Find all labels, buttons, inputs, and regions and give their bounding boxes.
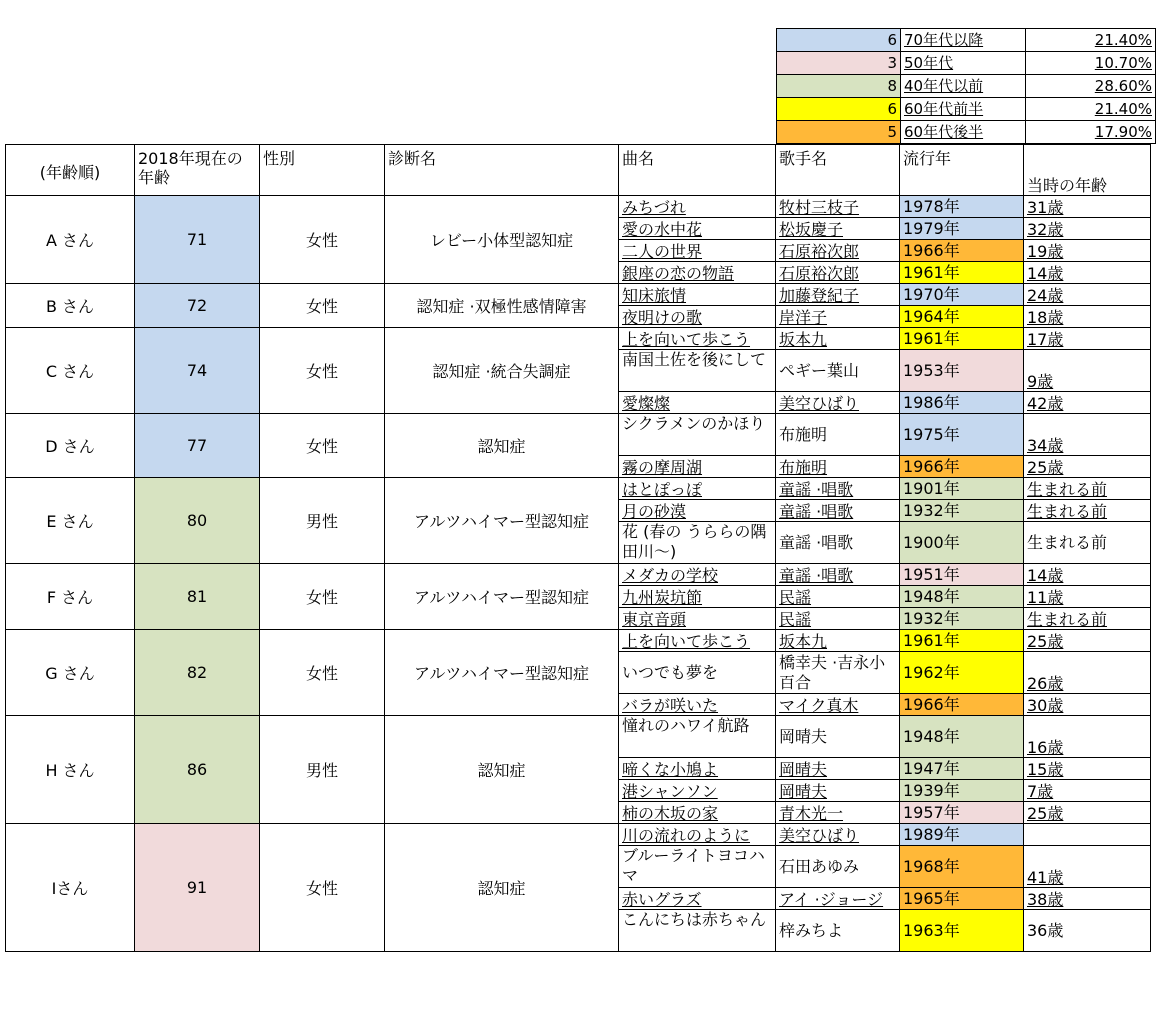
patient-age: 80 xyxy=(135,478,260,564)
legend-count: 6 xyxy=(777,29,901,52)
age-then: 30歳 xyxy=(1024,694,1151,716)
age-then: 生まれる前 xyxy=(1024,608,1151,630)
song-title: 柿の木坂の家 xyxy=(619,802,776,824)
age-then: 25歳 xyxy=(1024,630,1151,652)
song-year: 1978年 xyxy=(900,196,1024,218)
song-title: バラが咲いた xyxy=(619,694,776,716)
patient-name: G さん xyxy=(6,630,135,716)
header-year: 流行年 xyxy=(900,145,1024,196)
patient-diagnosis: レビー小体型認知症 xyxy=(385,196,619,284)
age-then: 38歳 xyxy=(1024,888,1151,910)
age-then: 16歳 xyxy=(1024,716,1151,758)
song-year: 1900年 xyxy=(900,522,1024,564)
table-row xyxy=(6,564,1151,586)
song-title: ブルーライトヨコハマ xyxy=(619,846,776,888)
patient-name: H さん xyxy=(6,716,135,824)
age-then: 25歳 xyxy=(1024,456,1151,478)
patient-diagnosis: 認知症 xyxy=(385,414,619,478)
song-title: 啼くな小鳩よ xyxy=(619,758,776,780)
singer-name: 石田あゆみ xyxy=(776,846,900,888)
legend-label: 60年代後半 xyxy=(901,121,1026,144)
age-then: 18歳 xyxy=(1024,306,1151,328)
song-title: 憧れのハワイ航路 xyxy=(619,716,776,758)
legend-percent: 17.90% xyxy=(1026,121,1156,144)
song-year: 1966年 xyxy=(900,694,1024,716)
age-then xyxy=(1024,824,1151,846)
header-song: 曲名 xyxy=(619,145,776,196)
age-then: 42歳 xyxy=(1024,392,1151,414)
song-year: 1986年 xyxy=(900,392,1024,414)
singer-name: マイク真木 xyxy=(776,694,900,716)
patient-diagnosis: 認知症 xyxy=(385,716,619,824)
legend-count: 3 xyxy=(777,52,901,75)
singer-name: 松坂慶子 xyxy=(776,218,900,240)
singer-name: 岡晴夫 xyxy=(776,716,900,758)
legend-percent: 21.40% xyxy=(1026,29,1156,52)
age-then: 32歳 xyxy=(1024,218,1151,240)
song-year: 1932年 xyxy=(900,500,1024,522)
legend-count: 5 xyxy=(777,121,901,144)
singer-name: 童謡 ·唱歌 xyxy=(776,564,900,586)
song-year: 1951年 xyxy=(900,564,1024,586)
age-then: 24歳 xyxy=(1024,284,1151,306)
age-then: 14歳 xyxy=(1024,564,1151,586)
song-year: 1953年 xyxy=(900,350,1024,392)
legend-row xyxy=(777,75,1156,98)
song-year: 1948年 xyxy=(900,716,1024,758)
patient-diagnosis: アルツハイマー型認知症 xyxy=(385,564,619,630)
song-title: 川の流れのように xyxy=(619,824,776,846)
legend-row xyxy=(777,98,1156,121)
song-title: メダカの学校 xyxy=(619,564,776,586)
singer-name: ペギー葉山 xyxy=(776,350,900,392)
song-year: 1947年 xyxy=(900,758,1024,780)
table-row xyxy=(6,328,1151,350)
patient-age: 82 xyxy=(135,630,260,716)
song-year: 1961年 xyxy=(900,262,1024,284)
patient-diagnosis: アルツハイマー型認知症 xyxy=(385,630,619,716)
header-singer: 歌手名 xyxy=(776,145,900,196)
song-title: 夜明けの歌 xyxy=(619,306,776,328)
patient-diagnosis: 認知症 ·双極性感情障害 xyxy=(385,284,619,328)
song-title: 港シャンソン xyxy=(619,780,776,802)
patient-name: A さん xyxy=(6,196,135,284)
song-title: 二人の世界 xyxy=(619,240,776,262)
legend-percent: 28.60% xyxy=(1026,75,1156,98)
legend-percent: 10.70% xyxy=(1026,52,1156,75)
patient-name: D さん xyxy=(6,414,135,478)
age-then: 9歳 xyxy=(1024,350,1151,392)
singer-name: 民謡 xyxy=(776,586,900,608)
song-title: こんにちは赤ちゃん xyxy=(619,910,776,952)
header-age-then: 当時の年齢 xyxy=(1024,145,1151,196)
song-title: 愛の水中花 xyxy=(619,218,776,240)
age-then: 14歳 xyxy=(1024,262,1151,284)
table-row xyxy=(6,824,1151,846)
age-then: 31歳 xyxy=(1024,196,1151,218)
age-then: 11歳 xyxy=(1024,586,1151,608)
singer-name: 布施明 xyxy=(776,456,900,478)
song-year: 1961年 xyxy=(900,630,1024,652)
song-year: 1939年 xyxy=(900,780,1024,802)
song-year: 1963年 xyxy=(900,910,1024,952)
patient-age: 86 xyxy=(135,716,260,824)
patient-gender: 男性 xyxy=(260,478,385,564)
song-title: はとぽっぽ xyxy=(619,478,776,500)
table-row xyxy=(6,478,1151,500)
song-year: 1962年 xyxy=(900,652,1024,694)
patient-song-table xyxy=(5,144,1151,952)
patient-gender: 女性 xyxy=(260,414,385,478)
legend-count: 8 xyxy=(777,75,901,98)
patient-diagnosis: 認知症 xyxy=(385,824,619,952)
song-title: 南国土佐を後にして xyxy=(619,350,776,392)
patient-name: E さん xyxy=(6,478,135,564)
header-age-2018: 2018年現在の年齢 xyxy=(135,145,260,196)
age-then: 19歳 xyxy=(1024,240,1151,262)
song-year: 1965年 xyxy=(900,888,1024,910)
song-year: 1932年 xyxy=(900,608,1024,630)
legend-table xyxy=(776,28,1156,144)
patient-age: 77 xyxy=(135,414,260,478)
song-title: 九州炭坑節 xyxy=(619,586,776,608)
song-title: 上を向いて歩こう xyxy=(619,328,776,350)
song-title: 霧の摩周湖 xyxy=(619,456,776,478)
age-then: 36歳 xyxy=(1024,910,1151,952)
singer-name: 布施明 xyxy=(776,414,900,456)
patient-age: 72 xyxy=(135,284,260,328)
patient-gender: 女性 xyxy=(260,196,385,284)
singer-name: 坂本九 xyxy=(776,328,900,350)
patient-gender: 女性 xyxy=(260,824,385,952)
song-year: 1975年 xyxy=(900,414,1024,456)
song-title: みちづれ xyxy=(619,196,776,218)
patient-age: 81 xyxy=(135,564,260,630)
age-then: 34歳 xyxy=(1024,414,1151,456)
singer-name: 橋幸夫 ·吉永小百合 xyxy=(776,652,900,694)
singer-name: 美空ひばり xyxy=(776,392,900,414)
patient-gender: 女性 xyxy=(260,284,385,328)
song-title: 東京音頭 xyxy=(619,608,776,630)
song-title: 花 (春の うららの隅田川～) xyxy=(619,522,776,564)
age-then: 41歳 xyxy=(1024,846,1151,888)
song-year: 1989年 xyxy=(900,824,1024,846)
singer-name: 岡晴夫 xyxy=(776,780,900,802)
table-row xyxy=(6,196,1151,218)
legend-label: 60年代前半 xyxy=(901,98,1026,121)
singer-name: 牧村三枝子 xyxy=(776,196,900,218)
song-year: 1966年 xyxy=(900,240,1024,262)
table-row xyxy=(6,414,1151,456)
legend-row xyxy=(777,29,1156,52)
patient-age: 74 xyxy=(135,328,260,414)
singer-name: 岸洋子 xyxy=(776,306,900,328)
header-row xyxy=(6,145,1151,196)
legend-label: 40年代以前 xyxy=(901,75,1026,98)
patient-age: 91 xyxy=(135,824,260,952)
singer-name: 梓みちよ xyxy=(776,910,900,952)
song-year: 1948年 xyxy=(900,586,1024,608)
song-year: 1979年 xyxy=(900,218,1024,240)
table-row xyxy=(6,630,1151,652)
table-row xyxy=(6,284,1151,306)
patient-diagnosis: 認知症 ·統合失調症 xyxy=(385,328,619,414)
patient-gender: 女性 xyxy=(260,630,385,716)
patient-gender: 女性 xyxy=(260,564,385,630)
patient-name: B さん xyxy=(6,284,135,328)
legend-row xyxy=(777,121,1156,144)
patient-gender: 女性 xyxy=(260,328,385,414)
patient-name: C さん xyxy=(6,328,135,414)
singer-name: 青木光一 xyxy=(776,802,900,824)
patient-diagnosis: アルツハイマー型認知症 xyxy=(385,478,619,564)
song-title: 赤いグラズ xyxy=(619,888,776,910)
age-then: 15歳 xyxy=(1024,758,1151,780)
header-diagnosis: 診断名 xyxy=(385,145,619,196)
age-then: 生まれる前 xyxy=(1024,500,1151,522)
age-then: 生まれる前 xyxy=(1024,478,1151,500)
song-year: 1968年 xyxy=(900,846,1024,888)
age-then: 7歳 xyxy=(1024,780,1151,802)
singer-name: 石原裕次郎 xyxy=(776,240,900,262)
song-year: 1957年 xyxy=(900,802,1024,824)
singer-name: 民謡 xyxy=(776,608,900,630)
song-title: 知床旅情 xyxy=(619,284,776,306)
song-year: 1901年 xyxy=(900,478,1024,500)
song-year: 1966年 xyxy=(900,456,1024,478)
song-title: 銀座の恋の物語 xyxy=(619,262,776,284)
singer-name: アイ ·ジョージ xyxy=(776,888,900,910)
singer-name: 童謡 ·唱歌 xyxy=(776,478,900,500)
patient-name: Iさん xyxy=(6,824,135,952)
header-order: (年齢順) xyxy=(6,145,135,196)
patient-age: 71 xyxy=(135,196,260,284)
legend-count: 6 xyxy=(777,98,901,121)
song-title: 上を向いて歩こう xyxy=(619,630,776,652)
song-title: 月の砂漠 xyxy=(619,500,776,522)
patient-name: F さん xyxy=(6,564,135,630)
age-then: 生まれる前 xyxy=(1024,522,1151,564)
song-title: 愛燦燦 xyxy=(619,392,776,414)
singer-name: 石原裕次郎 xyxy=(776,262,900,284)
song-year: 1970年 xyxy=(900,284,1024,306)
legend-row xyxy=(777,52,1156,75)
singer-name: 加藤登紀子 xyxy=(776,284,900,306)
header-gender: 性別 xyxy=(260,145,385,196)
singer-name: 岡晴夫 xyxy=(776,758,900,780)
legend-label: 70年代以降 xyxy=(901,29,1026,52)
patient-gender: 男性 xyxy=(260,716,385,824)
song-year: 1961年 xyxy=(900,328,1024,350)
legend-percent: 21.40% xyxy=(1026,98,1156,121)
song-title: シクラメンのかほり xyxy=(619,414,776,456)
singer-name: 美空ひばり xyxy=(776,824,900,846)
singer-name: 童謡 ·唱歌 xyxy=(776,500,900,522)
song-year: 1964年 xyxy=(900,306,1024,328)
song-title: いつでも夢を xyxy=(619,652,776,694)
table-row xyxy=(6,716,1151,758)
singer-name: 坂本九 xyxy=(776,630,900,652)
age-then: 17歳 xyxy=(1024,328,1151,350)
singer-name: 童謡 ·唱歌 xyxy=(776,522,900,564)
age-then: 26歳 xyxy=(1024,652,1151,694)
age-then: 25歳 xyxy=(1024,802,1151,824)
legend-label: 50年代 xyxy=(901,52,1026,75)
